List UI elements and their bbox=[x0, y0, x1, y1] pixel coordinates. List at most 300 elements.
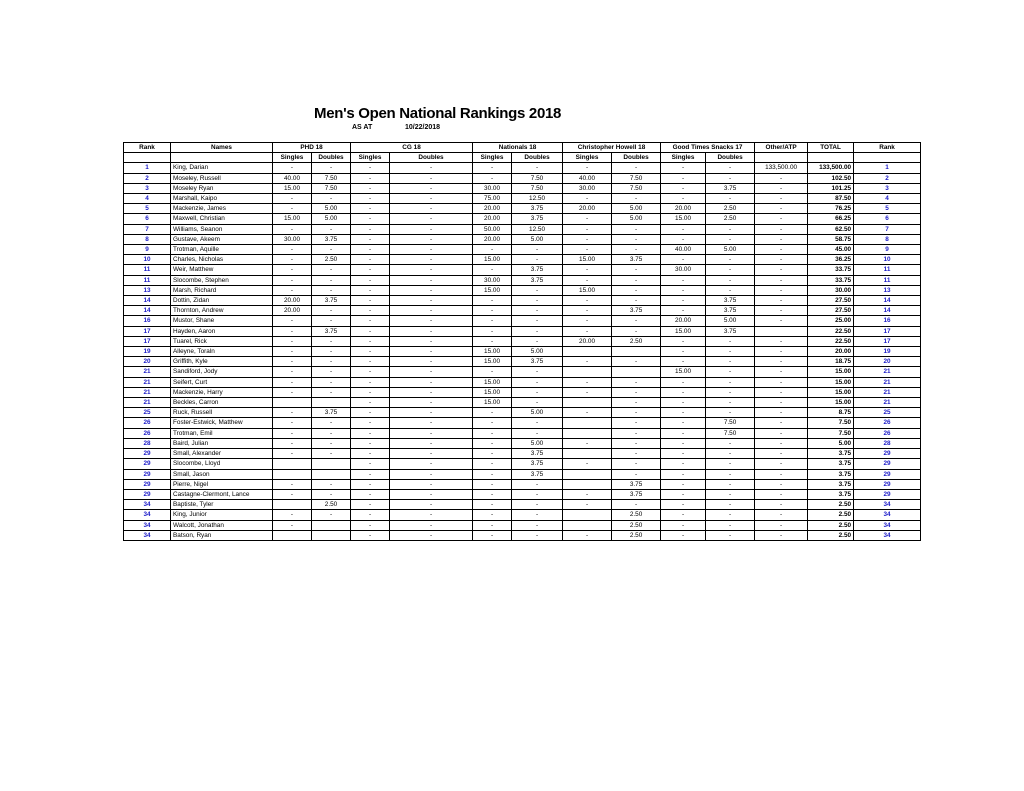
cg-doubles-cell: - bbox=[390, 347, 473, 357]
nationals-doubles-cell: - bbox=[512, 326, 563, 336]
cg-singles-cell: - bbox=[351, 510, 390, 520]
howell-singles-cell: - bbox=[563, 408, 612, 418]
phd-doubles-cell: - bbox=[312, 347, 351, 357]
phd-singles-cell: 40.00 bbox=[273, 173, 312, 183]
phd-doubles-cell: 7.50 bbox=[312, 173, 351, 183]
rank-cell: 11 bbox=[124, 265, 171, 275]
table-row bbox=[124, 449, 952, 459]
phd-singles-cell bbox=[273, 459, 312, 469]
howell-doubles-cell: 2.50 bbox=[612, 510, 661, 520]
howell-singles-cell: - bbox=[563, 357, 612, 367]
cg-doubles-cell: - bbox=[390, 377, 473, 387]
header-singles: Singles bbox=[661, 153, 706, 163]
cg-singles-cell: - bbox=[351, 377, 390, 387]
name-cell: Mackenzie, James bbox=[171, 204, 273, 214]
snacks-singles-cell: - bbox=[661, 347, 706, 357]
total-cell: 8.75 bbox=[808, 408, 854, 418]
phd-singles-cell: 15.00 bbox=[273, 214, 312, 224]
name-cell: Moseley, Russell bbox=[171, 173, 273, 183]
name-cell: Beckles, Carron bbox=[171, 398, 273, 408]
phd-doubles-cell: - bbox=[312, 316, 351, 326]
phd-doubles-cell: - bbox=[312, 449, 351, 459]
table-row bbox=[124, 489, 952, 499]
phd-singles-cell: 30.00 bbox=[273, 234, 312, 244]
snacks-singles-cell: 20.00 bbox=[661, 316, 706, 326]
snacks-doubles-cell: - bbox=[706, 398, 755, 408]
cg-singles-cell: - bbox=[351, 214, 390, 224]
howell-singles-cell: - bbox=[563, 245, 612, 255]
howell-singles-cell: - bbox=[563, 489, 612, 499]
header-row-groups bbox=[124, 143, 952, 153]
header-singles: Singles bbox=[473, 153, 512, 163]
nationals-doubles-cell: 3.75 bbox=[512, 449, 563, 459]
rank-right-cell: 34 bbox=[854, 500, 921, 510]
cg-singles-cell: - bbox=[351, 479, 390, 489]
phd-singles-cell: - bbox=[273, 367, 312, 377]
howell-singles-cell: - bbox=[563, 163, 612, 173]
rank-cell: 29 bbox=[124, 469, 171, 479]
cg-singles-cell: - bbox=[351, 438, 390, 448]
other-atp-cell: 133,500.00 bbox=[755, 163, 808, 173]
nationals-doubles-cell: 7.50 bbox=[512, 173, 563, 183]
rank-cell: 21 bbox=[124, 398, 171, 408]
table-row bbox=[124, 224, 952, 234]
table-row bbox=[124, 367, 952, 377]
howell-singles-cell: - bbox=[563, 316, 612, 326]
nationals-doubles-cell: - bbox=[512, 530, 563, 540]
rank-right-cell: 20 bbox=[854, 357, 921, 367]
table-row bbox=[124, 398, 952, 408]
cg-singles-cell: - bbox=[351, 183, 390, 193]
nationals-singles-cell: - bbox=[473, 408, 512, 418]
snacks-singles-cell: - bbox=[661, 510, 706, 520]
nationals-doubles-cell: - bbox=[512, 367, 563, 377]
howell-doubles-cell: 5.00 bbox=[612, 214, 661, 224]
rank-cell: 34 bbox=[124, 500, 171, 510]
cg-singles-cell: - bbox=[351, 296, 390, 306]
howell-singles-cell: - bbox=[563, 265, 612, 275]
snacks-doubles-cell: - bbox=[706, 530, 755, 540]
name-cell: Small, Alexander bbox=[171, 449, 273, 459]
rank-right-cell: 29 bbox=[854, 449, 921, 459]
snacks-singles-cell: - bbox=[661, 255, 706, 265]
name-cell: Charles, Nicholas bbox=[171, 255, 273, 265]
cg-singles-cell: - bbox=[351, 489, 390, 499]
other-atp-cell: - bbox=[755, 510, 808, 520]
header-blank bbox=[171, 153, 273, 163]
howell-doubles-cell: - bbox=[612, 418, 661, 428]
name-cell: Marshall, Kaipo bbox=[171, 194, 273, 204]
snacks-singles-cell: - bbox=[661, 163, 706, 173]
cg-singles-cell: - bbox=[351, 469, 390, 479]
snacks-singles-cell: - bbox=[661, 469, 706, 479]
cg-doubles-cell: - bbox=[390, 245, 473, 255]
rank-right-cell: 5 bbox=[854, 204, 921, 214]
rank-right-cell: 19 bbox=[854, 347, 921, 357]
rank-cell: 10 bbox=[124, 255, 171, 265]
rank-right-cell: 14 bbox=[854, 296, 921, 306]
rank-right-cell: 16 bbox=[854, 316, 921, 326]
howell-singles-cell bbox=[563, 520, 612, 530]
other-atp-cell: - bbox=[755, 234, 808, 244]
nationals-doubles-cell: - bbox=[512, 479, 563, 489]
cg-singles-cell: - bbox=[351, 173, 390, 183]
table-row bbox=[124, 469, 952, 479]
cg-doubles-cell: - bbox=[390, 479, 473, 489]
nationals-singles-cell: 15.00 bbox=[473, 347, 512, 357]
rank-cell: 4 bbox=[124, 194, 171, 204]
howell-singles-cell: - bbox=[563, 326, 612, 336]
howell-doubles-cell: - bbox=[612, 377, 661, 387]
cg-doubles-cell: - bbox=[390, 500, 473, 510]
howell-singles-cell: - bbox=[563, 377, 612, 387]
snacks-singles-cell: 20.00 bbox=[661, 204, 706, 214]
cg-doubles-cell: - bbox=[390, 275, 473, 285]
rank-cell: 21 bbox=[124, 367, 171, 377]
rank-cell: 21 bbox=[124, 377, 171, 387]
howell-doubles-cell: - bbox=[612, 163, 661, 173]
phd-singles-cell: - bbox=[273, 347, 312, 357]
cg-singles-cell: - bbox=[351, 224, 390, 234]
snacks-doubles-cell: 2.50 bbox=[706, 204, 755, 214]
howell-singles-cell bbox=[563, 347, 612, 357]
name-cell: Baptiste, Tyler bbox=[171, 500, 273, 510]
phd-doubles-cell: 7.50 bbox=[312, 183, 351, 193]
name-cell: Walcott, Jonathan bbox=[171, 520, 273, 530]
phd-doubles-cell bbox=[312, 520, 351, 530]
phd-singles-cell: - bbox=[273, 408, 312, 418]
cg-doubles-cell: - bbox=[390, 520, 473, 530]
rank-right-cell: 2 bbox=[854, 173, 921, 183]
page-title: Men's Open National Rankings 2018 bbox=[314, 105, 562, 122]
rank-right-cell: 25 bbox=[854, 408, 921, 418]
phd-doubles-cell: 2.50 bbox=[312, 255, 351, 265]
rank-cell: 17 bbox=[124, 336, 171, 346]
howell-singles-cell: 15.00 bbox=[563, 255, 612, 265]
rank-right-cell: 10 bbox=[854, 255, 921, 265]
howell-doubles-cell: - bbox=[612, 438, 661, 448]
snacks-doubles-cell: - bbox=[706, 387, 755, 397]
snacks-singles-cell: - bbox=[661, 377, 706, 387]
nationals-singles-cell: - bbox=[473, 265, 512, 275]
other-atp-cell: - bbox=[755, 449, 808, 459]
howell-singles-cell bbox=[563, 479, 612, 489]
total-cell: 5.00 bbox=[808, 438, 854, 448]
name-cell: Castagne-Clermont, Lance bbox=[171, 489, 273, 499]
rank-right-cell: 34 bbox=[854, 530, 921, 540]
table-row bbox=[124, 214, 952, 224]
rank-cell: 28 bbox=[124, 438, 171, 448]
other-atp-cell: - bbox=[755, 214, 808, 224]
table-row bbox=[124, 255, 952, 265]
howell-singles-cell bbox=[563, 449, 612, 459]
phd-singles-cell: - bbox=[273, 357, 312, 367]
table-row bbox=[124, 204, 952, 214]
header-blank bbox=[124, 153, 171, 163]
rank-right-cell: 21 bbox=[854, 398, 921, 408]
header-singles: Singles bbox=[351, 153, 390, 163]
name-cell: Moseley Ryan bbox=[171, 183, 273, 193]
table-row bbox=[124, 530, 952, 540]
snacks-singles-cell: - bbox=[661, 387, 706, 397]
rank-right-cell: 14 bbox=[854, 306, 921, 316]
phd-singles-cell: - bbox=[273, 489, 312, 499]
cg-doubles-cell: - bbox=[390, 367, 473, 377]
snacks-doubles-cell: 3.75 bbox=[706, 306, 755, 316]
header-other-atp: Other/ATP bbox=[755, 143, 808, 153]
name-cell: Baird, Julian bbox=[171, 438, 273, 448]
nationals-singles-cell: - bbox=[473, 316, 512, 326]
howell-singles-cell: - bbox=[563, 459, 612, 469]
nationals-singles-cell: - bbox=[473, 520, 512, 530]
howell-singles-cell: - bbox=[563, 438, 612, 448]
phd-singles-cell bbox=[273, 530, 312, 540]
rank-right-cell: 11 bbox=[854, 265, 921, 275]
phd-doubles-cell: 3.75 bbox=[312, 234, 351, 244]
table-row bbox=[124, 183, 952, 193]
howell-doubles-cell: 7.50 bbox=[612, 173, 661, 183]
cg-singles-cell: - bbox=[351, 306, 390, 316]
name-cell: Marsh, Richard bbox=[171, 285, 273, 295]
nationals-doubles-cell: - bbox=[512, 510, 563, 520]
cg-doubles-cell: - bbox=[390, 265, 473, 275]
rank-cell: 7 bbox=[124, 224, 171, 234]
table-row bbox=[124, 377, 952, 387]
cg-singles-cell: - bbox=[351, 408, 390, 418]
nationals-doubles-cell: - bbox=[512, 418, 563, 428]
cg-singles-cell: - bbox=[351, 530, 390, 540]
cg-doubles-cell: - bbox=[390, 469, 473, 479]
nationals-singles-cell: - bbox=[473, 428, 512, 438]
snacks-doubles-cell: - bbox=[706, 255, 755, 265]
nationals-doubles-cell: 3.75 bbox=[512, 204, 563, 214]
snacks-singles-cell: 15.00 bbox=[661, 326, 706, 336]
rank-right-cell: 34 bbox=[854, 520, 921, 530]
other-atp-cell: - bbox=[755, 459, 808, 469]
nationals-singles-cell: 20.00 bbox=[473, 204, 512, 214]
cg-doubles-cell: - bbox=[390, 489, 473, 499]
howell-singles-cell: 20.00 bbox=[563, 204, 612, 214]
phd-doubles-cell bbox=[312, 398, 351, 408]
phd-doubles-cell: - bbox=[312, 357, 351, 367]
nationals-doubles-cell: 3.75 bbox=[512, 265, 563, 275]
snacks-doubles-cell: 3.75 bbox=[706, 326, 755, 336]
cg-singles-cell: - bbox=[351, 367, 390, 377]
total-cell: 7.50 bbox=[808, 418, 854, 428]
nationals-doubles-cell: - bbox=[512, 285, 563, 295]
rank-cell: 34 bbox=[124, 530, 171, 540]
nationals-doubles-cell: 3.75 bbox=[512, 357, 563, 367]
howell-singles-cell: 15.00 bbox=[563, 285, 612, 295]
name-cell: Batson, Ryan bbox=[171, 530, 273, 540]
nationals-doubles-cell: - bbox=[512, 163, 563, 173]
rank-cell: 26 bbox=[124, 428, 171, 438]
rank-right-cell: 29 bbox=[854, 469, 921, 479]
other-atp-cell: - bbox=[755, 265, 808, 275]
table-row bbox=[124, 194, 952, 204]
name-cell: Trotman, Aquille bbox=[171, 245, 273, 255]
nationals-singles-cell: - bbox=[473, 489, 512, 499]
name-cell: King, Darian bbox=[171, 163, 273, 173]
table-row bbox=[124, 234, 952, 244]
name-cell: Tuarel, Rick bbox=[171, 336, 273, 346]
header-singles: Singles bbox=[563, 153, 612, 163]
cg-doubles-cell: - bbox=[390, 459, 473, 469]
rank-cell: 2 bbox=[124, 173, 171, 183]
nationals-doubles-cell: - bbox=[512, 296, 563, 306]
nationals-singles-cell: - bbox=[473, 163, 512, 173]
howell-doubles-cell: 2.50 bbox=[612, 520, 661, 530]
cg-singles-cell: - bbox=[351, 336, 390, 346]
phd-singles-cell: - bbox=[273, 204, 312, 214]
rank-cell: 1 bbox=[124, 163, 171, 173]
table-row bbox=[124, 296, 952, 306]
nationals-doubles-cell: - bbox=[512, 336, 563, 346]
total-cell: 15.00 bbox=[808, 387, 854, 397]
nationals-doubles-cell: - bbox=[512, 306, 563, 316]
phd-singles-cell: - bbox=[273, 224, 312, 234]
nationals-doubles-cell: 7.50 bbox=[512, 183, 563, 193]
howell-singles-cell: - bbox=[563, 387, 612, 397]
snacks-doubles-cell: - bbox=[706, 347, 755, 357]
cg-doubles-cell: - bbox=[390, 296, 473, 306]
howell-doubles-cell: - bbox=[612, 469, 661, 479]
total-cell: 133,500.00 bbox=[808, 163, 854, 173]
phd-doubles-cell: 2.50 bbox=[312, 500, 351, 510]
table-row bbox=[124, 408, 952, 418]
other-atp-cell: - bbox=[755, 428, 808, 438]
total-cell: 27.50 bbox=[808, 296, 854, 306]
rank-cell: 6 bbox=[124, 214, 171, 224]
phd-doubles-cell: - bbox=[312, 306, 351, 316]
snacks-singles-cell: - bbox=[661, 306, 706, 316]
phd-singles-cell: - bbox=[273, 255, 312, 265]
rank-right-cell: 8 bbox=[854, 234, 921, 244]
howell-doubles-cell: 7.50 bbox=[612, 183, 661, 193]
phd-singles-cell: 20.00 bbox=[273, 306, 312, 316]
table-row bbox=[124, 387, 952, 397]
cg-doubles-cell: - bbox=[390, 510, 473, 520]
phd-singles-cell: - bbox=[273, 245, 312, 255]
table-row bbox=[124, 173, 952, 183]
rank-right-cell: 29 bbox=[854, 459, 921, 469]
name-cell: Pierre, Nigel bbox=[171, 479, 273, 489]
snacks-singles-cell: - bbox=[661, 530, 706, 540]
rank-cell: 13 bbox=[124, 285, 171, 295]
nationals-doubles-cell: 12.50 bbox=[512, 194, 563, 204]
phd-doubles-cell: - bbox=[312, 285, 351, 295]
cg-doubles-cell: - bbox=[390, 336, 473, 346]
snacks-doubles-cell: 5.00 bbox=[706, 316, 755, 326]
rank-cell: 29 bbox=[124, 489, 171, 499]
other-atp-cell: - bbox=[755, 194, 808, 204]
howell-doubles-cell: 5.00 bbox=[612, 204, 661, 214]
table-row bbox=[124, 326, 952, 336]
other-atp-cell: - bbox=[755, 296, 808, 306]
snacks-doubles-cell: 3.75 bbox=[706, 183, 755, 193]
snacks-singles-cell: - bbox=[661, 408, 706, 418]
nationals-doubles-cell: - bbox=[512, 428, 563, 438]
header-row-sub bbox=[124, 153, 952, 163]
other-atp-cell: - bbox=[755, 275, 808, 285]
cg-singles-cell: - bbox=[351, 275, 390, 285]
phd-singles-cell: - bbox=[273, 438, 312, 448]
phd-doubles-cell: - bbox=[312, 275, 351, 285]
nationals-singles-cell: 15.00 bbox=[473, 387, 512, 397]
name-cell: Mustor, Shane bbox=[171, 316, 273, 326]
nationals-singles-cell: 15.00 bbox=[473, 255, 512, 265]
name-cell: Hayden, Aaron bbox=[171, 326, 273, 336]
snacks-singles-cell: 30.00 bbox=[661, 265, 706, 275]
rank-right-cell: 6 bbox=[854, 214, 921, 224]
howell-singles-cell: - bbox=[563, 306, 612, 316]
howell-doubles-cell: - bbox=[612, 234, 661, 244]
nationals-singles-cell: 30.00 bbox=[473, 183, 512, 193]
total-cell: 3.75 bbox=[808, 479, 854, 489]
name-cell: Sandiford, Jody bbox=[171, 367, 273, 377]
phd-singles-cell: 15.00 bbox=[273, 183, 312, 193]
howell-doubles-cell: - bbox=[612, 285, 661, 295]
cg-singles-cell: - bbox=[351, 234, 390, 244]
phd-singles-cell: - bbox=[273, 275, 312, 285]
table-row bbox=[124, 510, 952, 520]
total-cell: 15.00 bbox=[808, 367, 854, 377]
table-row bbox=[124, 245, 952, 255]
other-atp-cell: - bbox=[755, 438, 808, 448]
nationals-doubles-cell: - bbox=[512, 245, 563, 255]
cg-doubles-cell: - bbox=[390, 530, 473, 540]
cg-doubles-cell: - bbox=[390, 163, 473, 173]
rank-cell: 17 bbox=[124, 326, 171, 336]
header-group-good-times-snacks: Good Times Snacks 17 bbox=[661, 143, 755, 153]
howell-doubles-cell: - bbox=[612, 265, 661, 275]
rank-right-cell: 17 bbox=[854, 326, 921, 336]
other-atp-cell: - bbox=[755, 367, 808, 377]
header-doubles: Doubles bbox=[312, 153, 351, 163]
nationals-doubles-cell: - bbox=[512, 489, 563, 499]
header-doubles: Doubles bbox=[612, 153, 661, 163]
rank-right-cell: 13 bbox=[854, 285, 921, 295]
cg-singles-cell: - bbox=[351, 357, 390, 367]
total-cell: 22.50 bbox=[808, 336, 854, 346]
cg-singles-cell: - bbox=[351, 459, 390, 469]
nationals-singles-cell: 20.00 bbox=[473, 234, 512, 244]
rank-cell: 11 bbox=[124, 275, 171, 285]
cg-doubles-cell: - bbox=[390, 449, 473, 459]
name-cell: Gustave, Akeem bbox=[171, 234, 273, 244]
phd-doubles-cell: - bbox=[312, 479, 351, 489]
nationals-doubles-cell: 5.00 bbox=[512, 438, 563, 448]
header-blank bbox=[854, 153, 921, 163]
nationals-doubles-cell: - bbox=[512, 500, 563, 510]
howell-doubles-cell: 2.50 bbox=[612, 336, 661, 346]
rank-right-cell: 21 bbox=[854, 377, 921, 387]
snacks-doubles-cell: - bbox=[706, 163, 755, 173]
cg-doubles-cell: - bbox=[390, 234, 473, 244]
snacks-singles-cell: - bbox=[661, 224, 706, 234]
table-row bbox=[124, 316, 952, 326]
header-blank bbox=[755, 153, 808, 163]
total-cell: 33.75 bbox=[808, 275, 854, 285]
howell-singles-cell: - bbox=[563, 296, 612, 306]
howell-singles-cell bbox=[563, 398, 612, 408]
cg-doubles-cell: - bbox=[390, 398, 473, 408]
nationals-singles-cell: 30.00 bbox=[473, 275, 512, 285]
snacks-doubles-cell: - bbox=[706, 234, 755, 244]
other-atp-cell: - bbox=[755, 530, 808, 540]
rank-right-cell: 21 bbox=[854, 387, 921, 397]
phd-singles-cell: - bbox=[273, 449, 312, 459]
